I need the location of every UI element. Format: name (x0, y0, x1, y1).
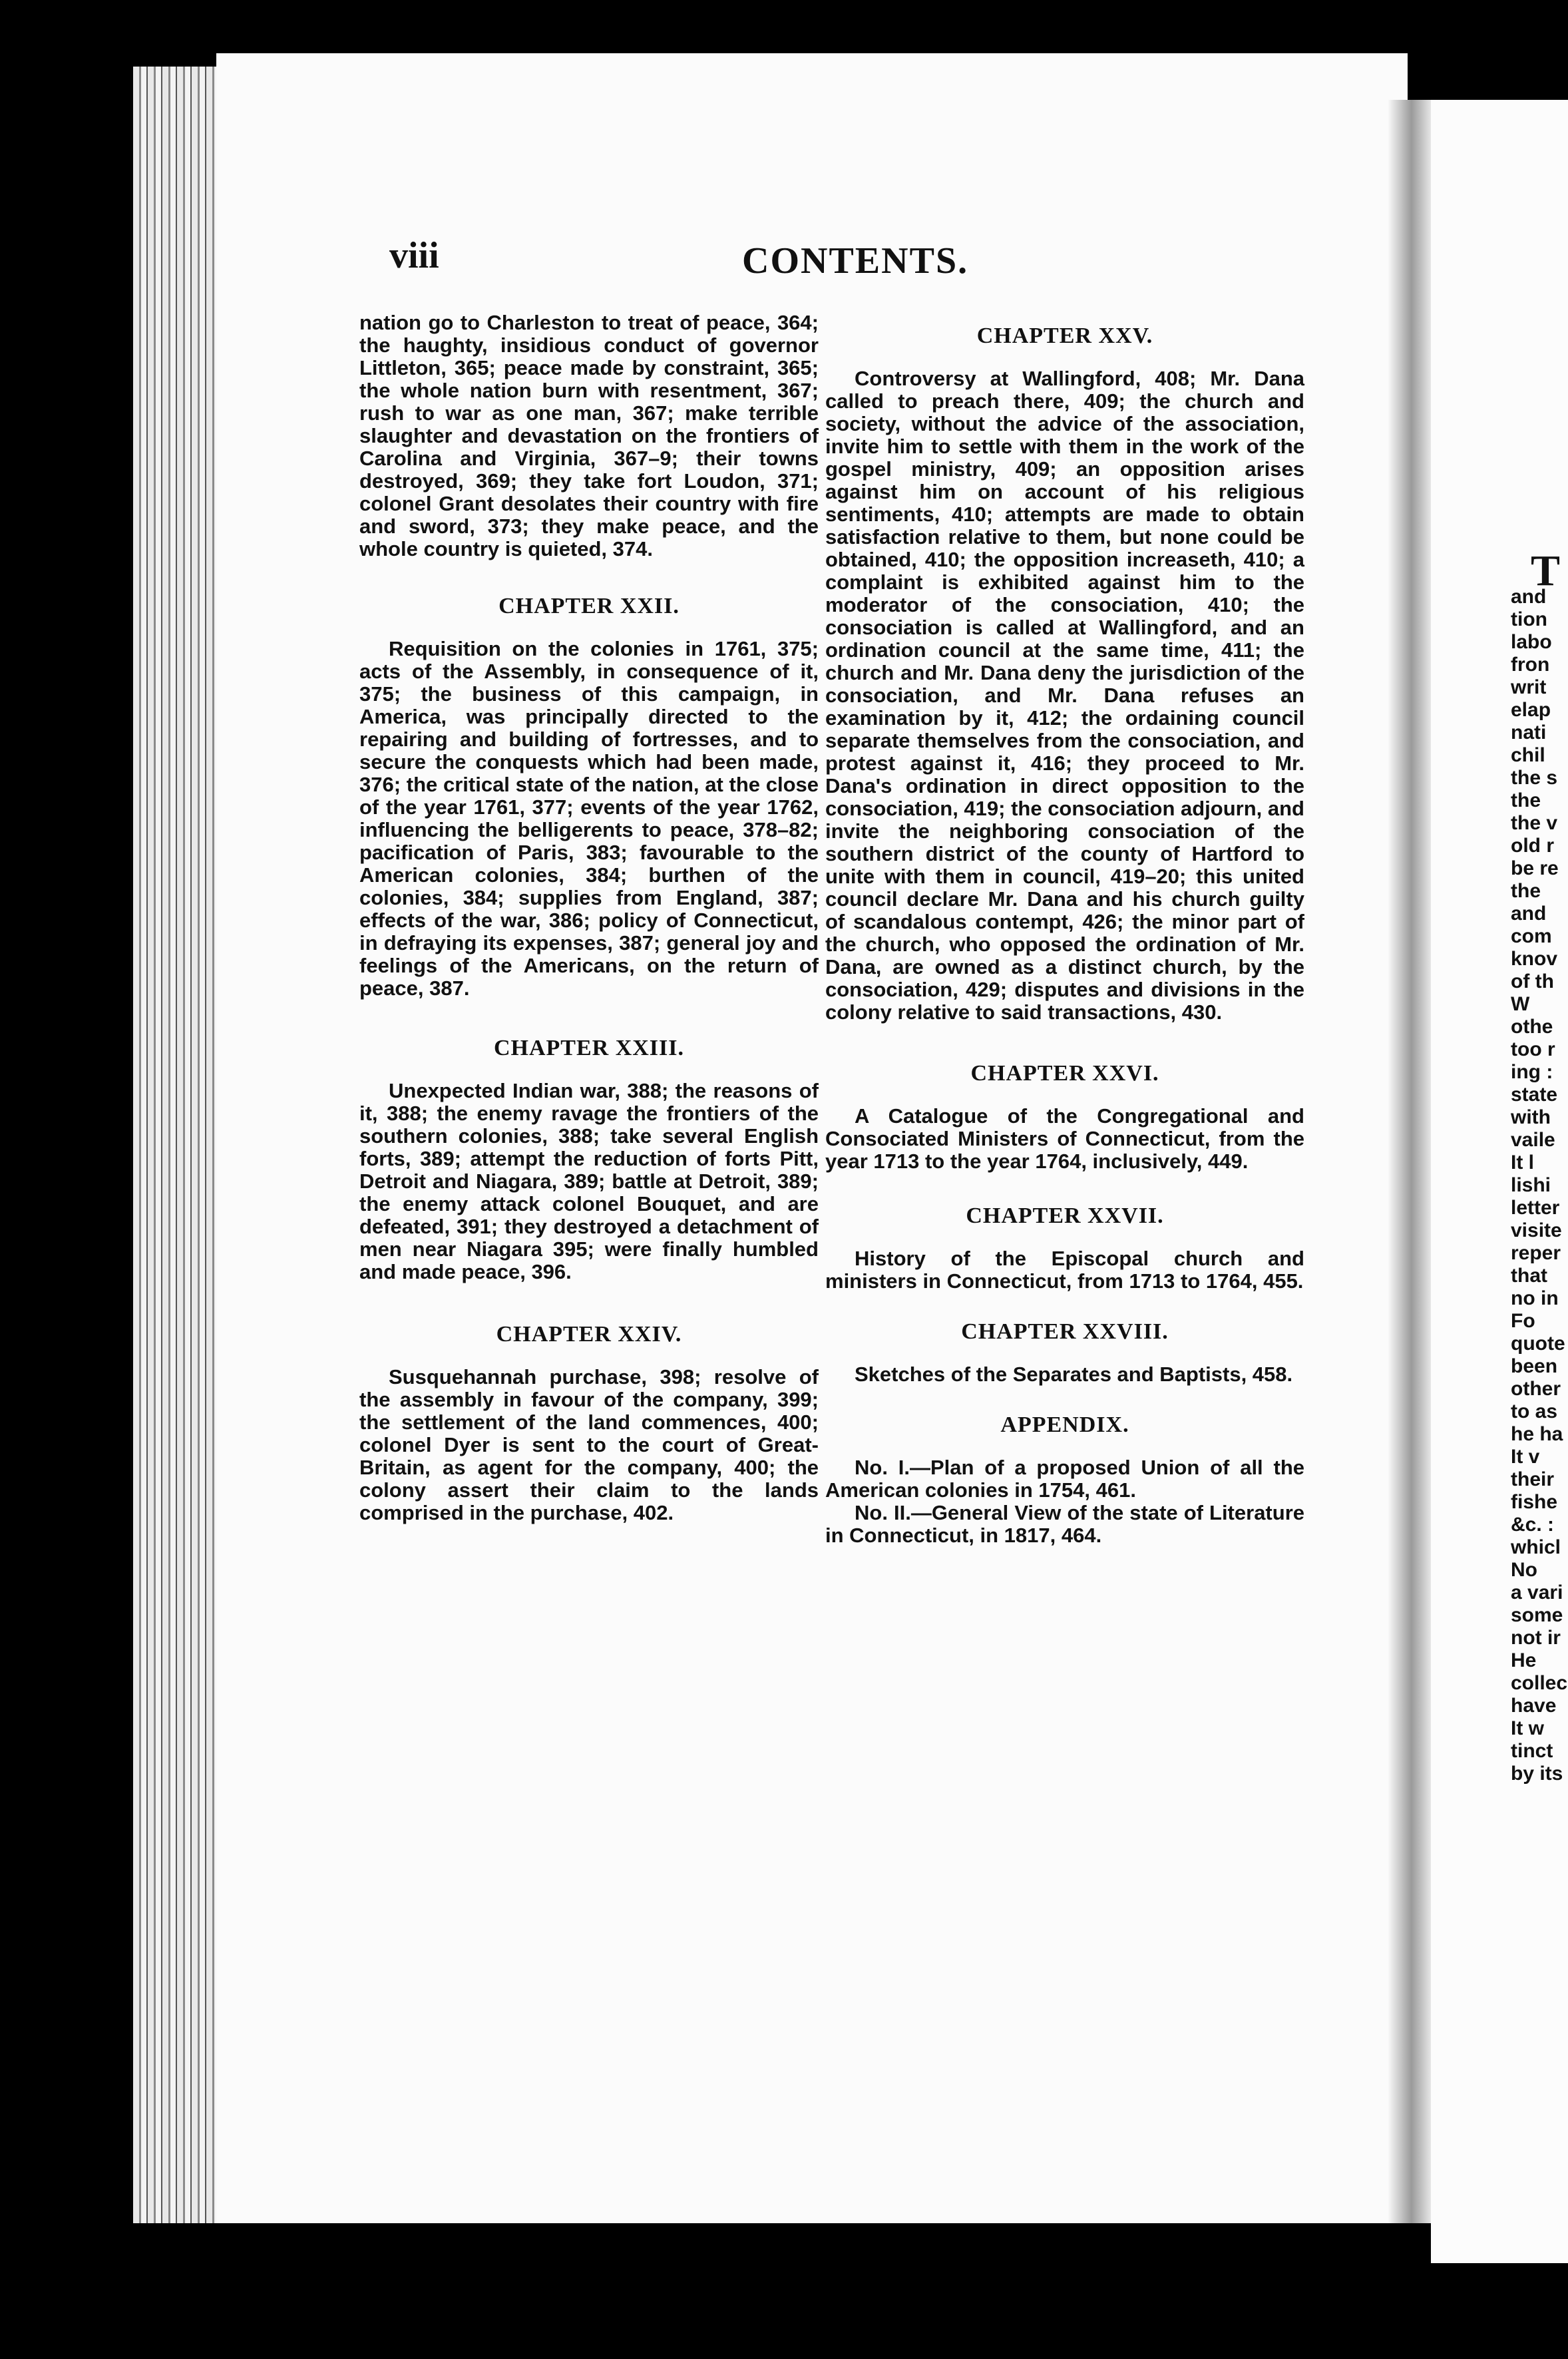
page-edges (133, 67, 220, 2223)
chapter-summary: Sketches of the Separates and Baptists, 458. (855, 1363, 1293, 1386)
appendix-item: No. II.—General View of the state of Literature in Connecticut, in 1817, 464. (825, 1501, 1304, 1547)
appendix-item: No. I.—Plan of a proposed Union of all the American colonies in 1754, 461. (825, 1456, 1304, 1502)
chapter-summary: History of the Episcopal church and ministers in Connecticut, from 1713 to 1764, 455. (825, 1247, 1304, 1293)
chapter-title: CHAPTER XXV. (976, 323, 1153, 348)
chapter-summary: Requisition on the colonies in 1761, 375; acts of the Assembly, in consequence of it, 375; the business of this campaign, in America, was principally directed to the repairing and building of fortresses, and to secure the conquests which had been made, 376; the critical state of the nation, at the close of the year 1761, 377; events of the year 1762, influencing the belligerents to peace, 378–82; pacification of Paris, 383; favourable to the American colonies, 384; burthen of the colonies, 384; supplies from England, 387; effects of the war, 386; policy of Connecticut, in defraying its expenses, 387; general joy and feelings of the Americans, on the return of peace, 387. (359, 637, 819, 1000)
chapter-summary: Unexpected Indian war, 388; the reasons of it, 388; the enemy ravage the frontiers of the southern colonies, 388; take several English forts, 389; attempt the reduction of forts Pitt, Detroit and Niagara, 389; battle at Detroit, 389; the enemy attack colonel Bouquet, and are defeated, 391; they destroyed a detachment of men near Niagara 395; were finally humbled and made peace, 396. (359, 1079, 819, 1283)
chapter-title: CHAPTER XXVII. (966, 1203, 1164, 1228)
book-gutter (1388, 100, 1431, 2223)
appendix-title: APPENDIX. (1000, 1412, 1129, 1437)
page-number: viii (389, 235, 439, 276)
chapter-title: CHAPTER XXIV. (496, 1322, 682, 1347)
chapter-title: CHAPTER XXII. (498, 594, 680, 618)
continuation-text: nation go to Charleston to treat of peace, 364; the haughty, insidious conduct of governor Littleton, 365; peace made by constraint, 365; the whole nation burn with resentment, 367; rush to war as one man, 367; make terrible slaughter and devastation on the frontiers of Carolina and Virginia, 367–9; their towns destroyed, 369; they take fort Loudon, 371; colonel Grant desolates their country with fire and sword, 373; they make peace, and the whole country is quieted, 374. (359, 311, 819, 560)
chapter-summary: A Catalogue of the Congregational and Consociated Ministers of Connecticut, from the year 1713 to the year 1764, inclusively, 449. (825, 1104, 1304, 1173)
facing-page-text: and tion labo fron writ elap nati chil the s the the v old r be re the and com knov of th W othe too r ing : state with vaile It l lishi letter visite reper that no in Fo quote been other to as he ha It v their fishe &c. : whicl No a vari some not ir He collec have It w tinct by its (1511, 586, 1568, 1785)
right-column (825, 325, 1304, 1547)
chapter-title: CHAPTER XXVIII. (961, 1319, 1169, 1344)
chapter-title: CHAPTER XXIII. (493, 1036, 685, 1060)
facing-page-initial: T (1531, 546, 1561, 595)
chapter-summary: Susquehannah purchase, 398; resolve of the assembly in favour of the company, 399; the settlement of the land commences, 400; colonel Dyer is sent to the court of Great-Britain, as agent for the company, 400; the colony assert their claim to the lands comprised in the purchase, 402. (359, 1365, 819, 1524)
chapter-summary: Controversy at Wallingford, 408; Mr. Dana called to preach there, 409; the church and society, without the advice of the association, invite him to settle with them in the work of the gospel ministry, 409; an opposition arises against him on account of his religious sentiments, 410; attempts are made to obtain satisfaction relative to them, but none could be obtained, 410; the opposition increaseth, 410; a complaint is exhibited against him to the moderator of the consociation, 410; the consociation is called at Wallingford, and an ordination council at the same time, 411; the church and Mr. Dana deny the jurisdiction of the consociation, and Mr. Dana refuses an examination by it, 412; the ordaining council separate themselves from the consociation, and protest against it, 416; they proceed to Mr. Dana's ordination in direct opposition to the consociation, 419; the consociation adjourn, and invite the neighboring consociation of the southern district of the county of Hartford to unite with them in council, 419–20; this united council declare Mr. Dana and his church guilty of scandalous contempt, 426; the minor part of the church, who opposed the ordination of Mr. Dana, are owned as a distinct church, by the consociation, 429; disputes and divisions in the colony relative to said transactions, 430. (825, 367, 1304, 1024)
chapter-title: CHAPTER XXVI. (970, 1061, 1159, 1086)
running-head: CONTENTS. (742, 240, 969, 282)
left-column (359, 312, 819, 1524)
